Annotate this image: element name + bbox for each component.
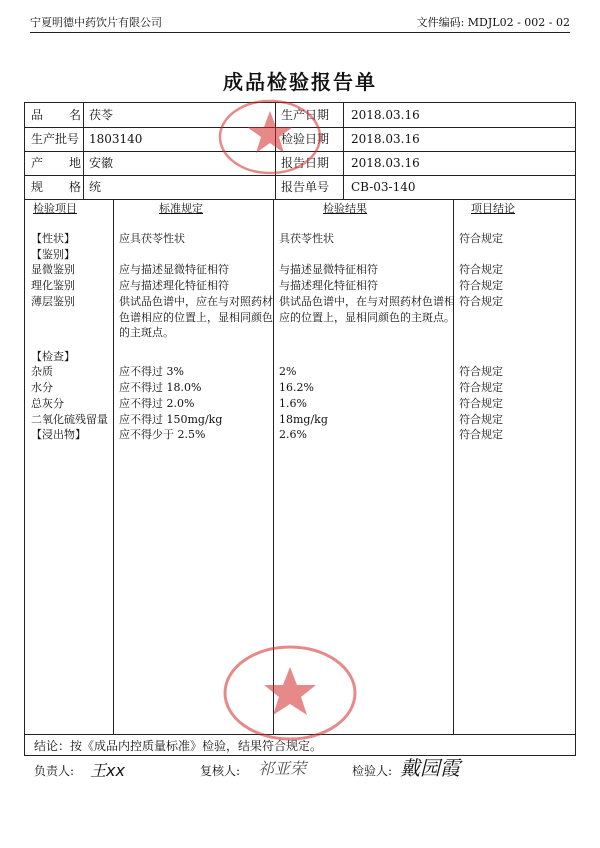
row-standard: 应与描述显微特征相符 — [119, 263, 229, 277]
row-standard: 供试品色谱中，应在与对照药材 — [119, 294, 273, 308]
name-label: 品 名 — [31, 108, 81, 122]
conclusion-text: 结论：按《成品内控质量标准》检验，结果符合规定。 — [34, 739, 323, 753]
row-standard: 应不得过 3% — [119, 365, 184, 379]
row-conclusion: 符合规定 — [459, 279, 503, 293]
report-date-label: 报告日期 — [281, 156, 330, 170]
row-item: 【检查】 — [31, 349, 75, 363]
spec: 统 — [89, 180, 102, 194]
batch-number: 1803140 — [89, 132, 143, 146]
prod-date-label: 生产日期 — [281, 108, 330, 122]
row-conclusion: 符合规定 — [459, 294, 503, 308]
inspector-signature: 戴园霞 — [400, 756, 460, 780]
row-item: 【鉴别】 — [31, 247, 75, 261]
divider — [453, 199, 454, 734]
row-conclusion: 符合规定 — [459, 263, 503, 277]
row-item: 二氧化硫残留量 — [31, 412, 108, 426]
inspect-date-label: 检验日期 — [281, 132, 330, 146]
row-standard: 色谱相应的位置上，显相同颜色 — [119, 310, 273, 324]
spec-label: 规 格 — [31, 180, 81, 194]
row-conclusion: 符合规定 — [459, 396, 503, 410]
row-result: 18mg/kg — [279, 412, 328, 426]
row-standard: 的主斑点。 — [119, 326, 174, 340]
row-result: 1.6% — [279, 396, 307, 410]
row-standard: 应不得少于 2.5% — [119, 428, 206, 442]
divider — [343, 103, 344, 199]
page-title: 成品检验报告单 — [223, 70, 377, 94]
row-conclusion: 符合规定 — [459, 381, 503, 395]
responsible-signature: 王xx — [90, 761, 125, 780]
document-number: 文件编码: MDJL02 - 002 - 02 — [416, 16, 570, 29]
company-name: 宁夏明德中药饮片有限公司 — [30, 16, 162, 29]
row-item: 杂质 — [31, 365, 53, 379]
inspector-label: 检验人: — [352, 764, 393, 778]
row-result: 应的位置上，显相同颜色的主斑点。 — [279, 310, 455, 324]
row-conclusion: 符合规定 — [459, 232, 503, 245]
col-header-result: 检验结果 — [323, 202, 367, 215]
row-standard: 应不得过 2.0% — [119, 396, 195, 410]
row-item: 理化鉴别 — [31, 279, 75, 293]
inspect-date: 2018.03.16 — [351, 132, 420, 146]
row-result: 2.6% — [279, 428, 307, 442]
origin: 安徽 — [89, 156, 114, 170]
divider — [113, 199, 114, 734]
report-table — [24, 102, 576, 756]
row-conclusion: 符合规定 — [459, 365, 503, 379]
prod-date: 2018.03.16 — [351, 108, 420, 122]
row-conclusion: 符合规定 — [459, 412, 503, 426]
row-conclusion: 符合规定 — [459, 428, 503, 442]
info-row-spec — [25, 175, 575, 200]
row-result: 供试品色谱中，在与对照药材色谱相 — [279, 294, 455, 308]
row-result: 与描述显微特征相符 — [279, 263, 378, 277]
report-no-label: 报告单号 — [281, 180, 330, 194]
row-item: 【性状】 — [31, 232, 75, 245]
col-header-conclusion: 项目结论 — [471, 202, 515, 215]
reviewer-signature: 祁亚荣 — [258, 759, 307, 778]
row-standard: 应不得过 150mg/kg — [119, 412, 223, 426]
report-number: CB-03-140 — [351, 180, 416, 194]
batch-label: 生产批号 — [31, 132, 80, 146]
col-header-standard: 标准规定 — [159, 202, 203, 215]
row-result: 16.2% — [279, 381, 314, 395]
row-result: 2% — [279, 365, 297, 379]
row-result: 与描述理化特征相符 — [279, 279, 378, 293]
row-item: 水分 — [31, 381, 53, 395]
responsible-label: 负责人: — [34, 764, 75, 778]
qa-department-stamp — [215, 97, 325, 177]
col-header-item: 检验项目 — [33, 202, 77, 215]
reviewer-label: 复核人: — [200, 764, 241, 778]
row-item: 显微鉴别 — [31, 263, 75, 277]
row-item: 薄层鉴别 — [31, 294, 75, 308]
divider — [83, 103, 84, 199]
origin-label: 产 地 — [31, 156, 81, 170]
row-item: 总灰分 — [31, 396, 64, 410]
document-header — [30, 10, 570, 33]
row-standard: 应不得过 18.0% — [119, 381, 202, 395]
row-standard: 应具茯苓性状 — [119, 232, 185, 245]
row-standard: 应与描述理化特征相符 — [119, 279, 229, 293]
report-date: 2018.03.16 — [351, 156, 420, 170]
product-name: 茯苓 — [89, 108, 114, 122]
row-item: 【浸出物】 — [31, 428, 86, 442]
row-result: 具茯苓性状 — [279, 232, 334, 245]
qa-inspection-seal — [220, 643, 360, 743]
